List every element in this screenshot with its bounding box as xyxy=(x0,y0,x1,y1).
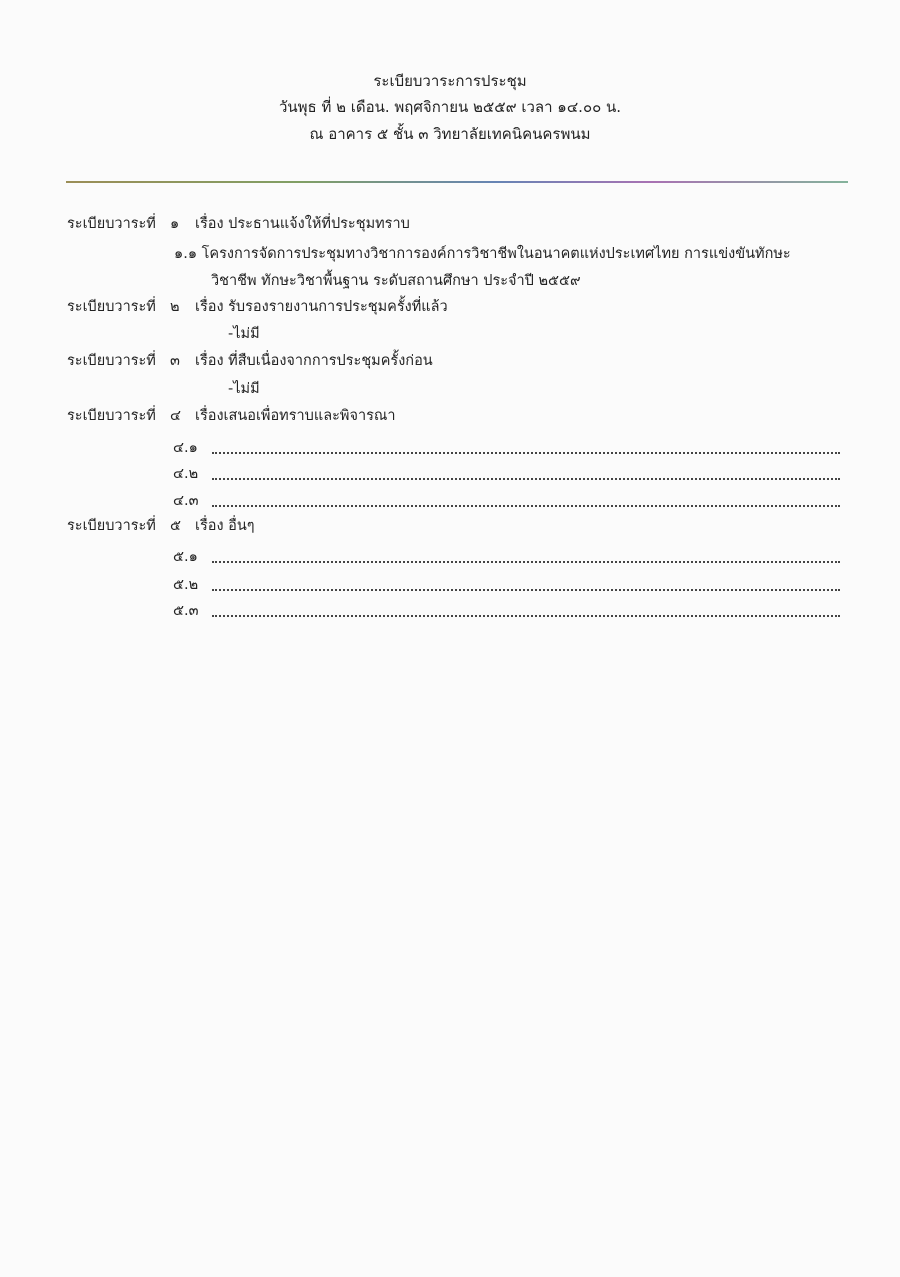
meeting-datetime: วันพุธ ที่ ๒ เดือน. พฤศจิกายน ๒๕๕๙ เวลา ๑๔.๐๐ น. xyxy=(278,98,622,116)
agenda-4-sub-3-blank xyxy=(212,493,840,507)
agenda-1-sub-1-line-2: วิชาชีพ ทักษะวิชาพื้นฐาน ระดับสถานศึกษา ประจำปี ๒๕๕๙ xyxy=(211,273,581,289)
agenda-1-sub-1-line-1: ๑.๑ โครงการจัดการประชุมทางวิชาการองค์การวิชาชีพในอนาคตแห่งประเทศไทย การแข่งขันทักษะ xyxy=(174,246,791,262)
agenda-1-topic: เรื่อง ประธานแจ้งให้ที่ประชุมทราบ xyxy=(195,216,410,232)
agenda-4-sub-1-blank xyxy=(212,440,840,454)
agenda-1-number: ๑ xyxy=(170,216,180,232)
agenda-5-label: ระเบียบวาระที่ xyxy=(67,518,156,534)
agenda-3-note: -ไม่มี xyxy=(228,381,260,397)
agenda-5-topic: เรื่อง อื่นๆ xyxy=(195,518,255,534)
agenda-4-sub-2-number: ๔.๒ xyxy=(173,466,199,482)
agenda-5-sub-1-blank xyxy=(212,549,840,563)
agenda-3-number: ๓ xyxy=(170,353,180,369)
agenda-5-sub-3-blank xyxy=(212,603,840,617)
document-title: ระเบียบวาระการประชุม xyxy=(373,72,527,90)
agenda-4-label: ระเบียบวาระที่ xyxy=(67,408,156,424)
agenda-2-topic: เรื่อง รับรองรายงานการประชุมครั้งที่แล้ว xyxy=(195,299,448,315)
agenda-1-label: ระเบียบวาระที่ xyxy=(67,216,156,232)
agenda-4-sub-3-number: ๔.๓ xyxy=(173,493,199,509)
meeting-location: ณ อาคาร ๕ ชั้น ๓ วิทยาลัยเทคนิคนครพนม xyxy=(309,125,591,143)
agenda-5-number: ๕ xyxy=(170,518,181,534)
header-divider xyxy=(66,181,848,183)
agenda-5-sub-2-blank xyxy=(212,577,840,591)
agenda-2-label: ระเบียบวาระที่ xyxy=(67,299,156,315)
agenda-3-label: ระเบียบวาระที่ xyxy=(67,353,156,369)
agenda-4-number: ๔ xyxy=(170,408,181,424)
agenda-2-note: -ไม่มี xyxy=(228,326,260,342)
agenda-3-topic: เรื่อง ที่สืบเนื่องจากการประชุมครั้งก่อน xyxy=(195,353,433,369)
agenda-4-sub-1-number: ๔.๑ xyxy=(173,440,198,456)
agenda-5-sub-1-number: ๕.๑ xyxy=(173,549,198,565)
agenda-5-sub-2-number: ๕.๒ xyxy=(173,577,199,593)
agenda-4-topic: เรื่องเสนอเพื่อทราบและพิจารณา xyxy=(195,408,396,424)
agenda-5-sub-3-number: ๕.๓ xyxy=(173,603,199,619)
agenda-2-number: ๒ xyxy=(170,299,180,315)
agenda-4-sub-2-blank xyxy=(212,466,840,480)
